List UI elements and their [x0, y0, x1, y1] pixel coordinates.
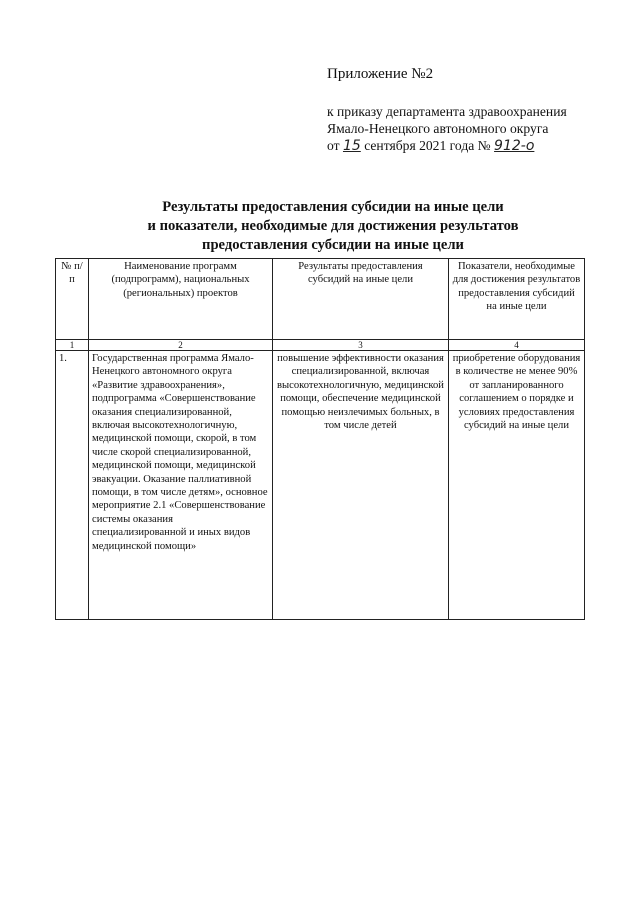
- order-month-year: сентября 2021 года №: [364, 138, 491, 153]
- column-number: 4: [449, 340, 585, 351]
- results-table: [55, 258, 585, 620]
- header-num: № п/п: [56, 259, 89, 340]
- document-title: [70, 198, 596, 255]
- column-number-row: [56, 340, 585, 351]
- order-line-1: к приказу департамента здравоохранения: [327, 104, 567, 119]
- order-number: 912-о: [494, 138, 535, 154]
- order-line-3: [327, 137, 567, 155]
- header-indicator: Показатели, необходимые для достижения результатов предоставления субсидий на иные цели: [449, 259, 585, 340]
- column-number: 2: [89, 340, 273, 351]
- table-header-row: [56, 259, 585, 340]
- appendix-label: Приложение №2: [327, 66, 434, 82]
- column-number: 3: [273, 340, 449, 351]
- order-date-prefix: от: [327, 138, 340, 153]
- order-reference: [327, 103, 567, 155]
- row-program: Государственная программа Ямало-Ненецкого автономного округа «Развитие здравоохранения», подпрограмма «Совершенствование оказания специализированной, включая высокотехнологичную, медицинской помощи, скорой, в том числе скорой специализированной, медицинской помощи, медицинской эвакуации. Оказание паллиативной помощи, в том числе детям», основное мероприятие 2.1 «Совершенствование системы оказания специализированной и иных видов медицинской помощи»: [89, 351, 273, 620]
- table-row: [56, 351, 585, 620]
- row-result: повышение эффективности оказания специализированной, включая высокотехнологичную, медицинской помощи, обеспечение медицинской помощью неизлечимых больных, в том числе детей: [273, 351, 449, 620]
- title-line-3: предоставления субсидии на иные цели: [202, 237, 464, 253]
- header-result: Результаты предоставления субсидий на иные цели: [273, 259, 449, 340]
- order-day: 15: [342, 138, 361, 154]
- row-num: 1.: [56, 351, 89, 620]
- column-number: 1: [56, 340, 89, 351]
- title-line-1: Результаты предоставления субсидии на иные цели: [162, 199, 504, 215]
- title-line-2: и показатели, необходимые для достижения результатов: [147, 218, 519, 234]
- row-indicator: приобретение оборудования в количестве не менее 90% от запланированного соглашением о порядке и условиях предоставления субсидий на иные цели: [449, 351, 585, 620]
- order-line-2: Ямало-Ненецкого автономного округа: [327, 121, 549, 136]
- header-program: Наименование программ (подпрограмм), национальных (региональных) проектов: [89, 259, 273, 340]
